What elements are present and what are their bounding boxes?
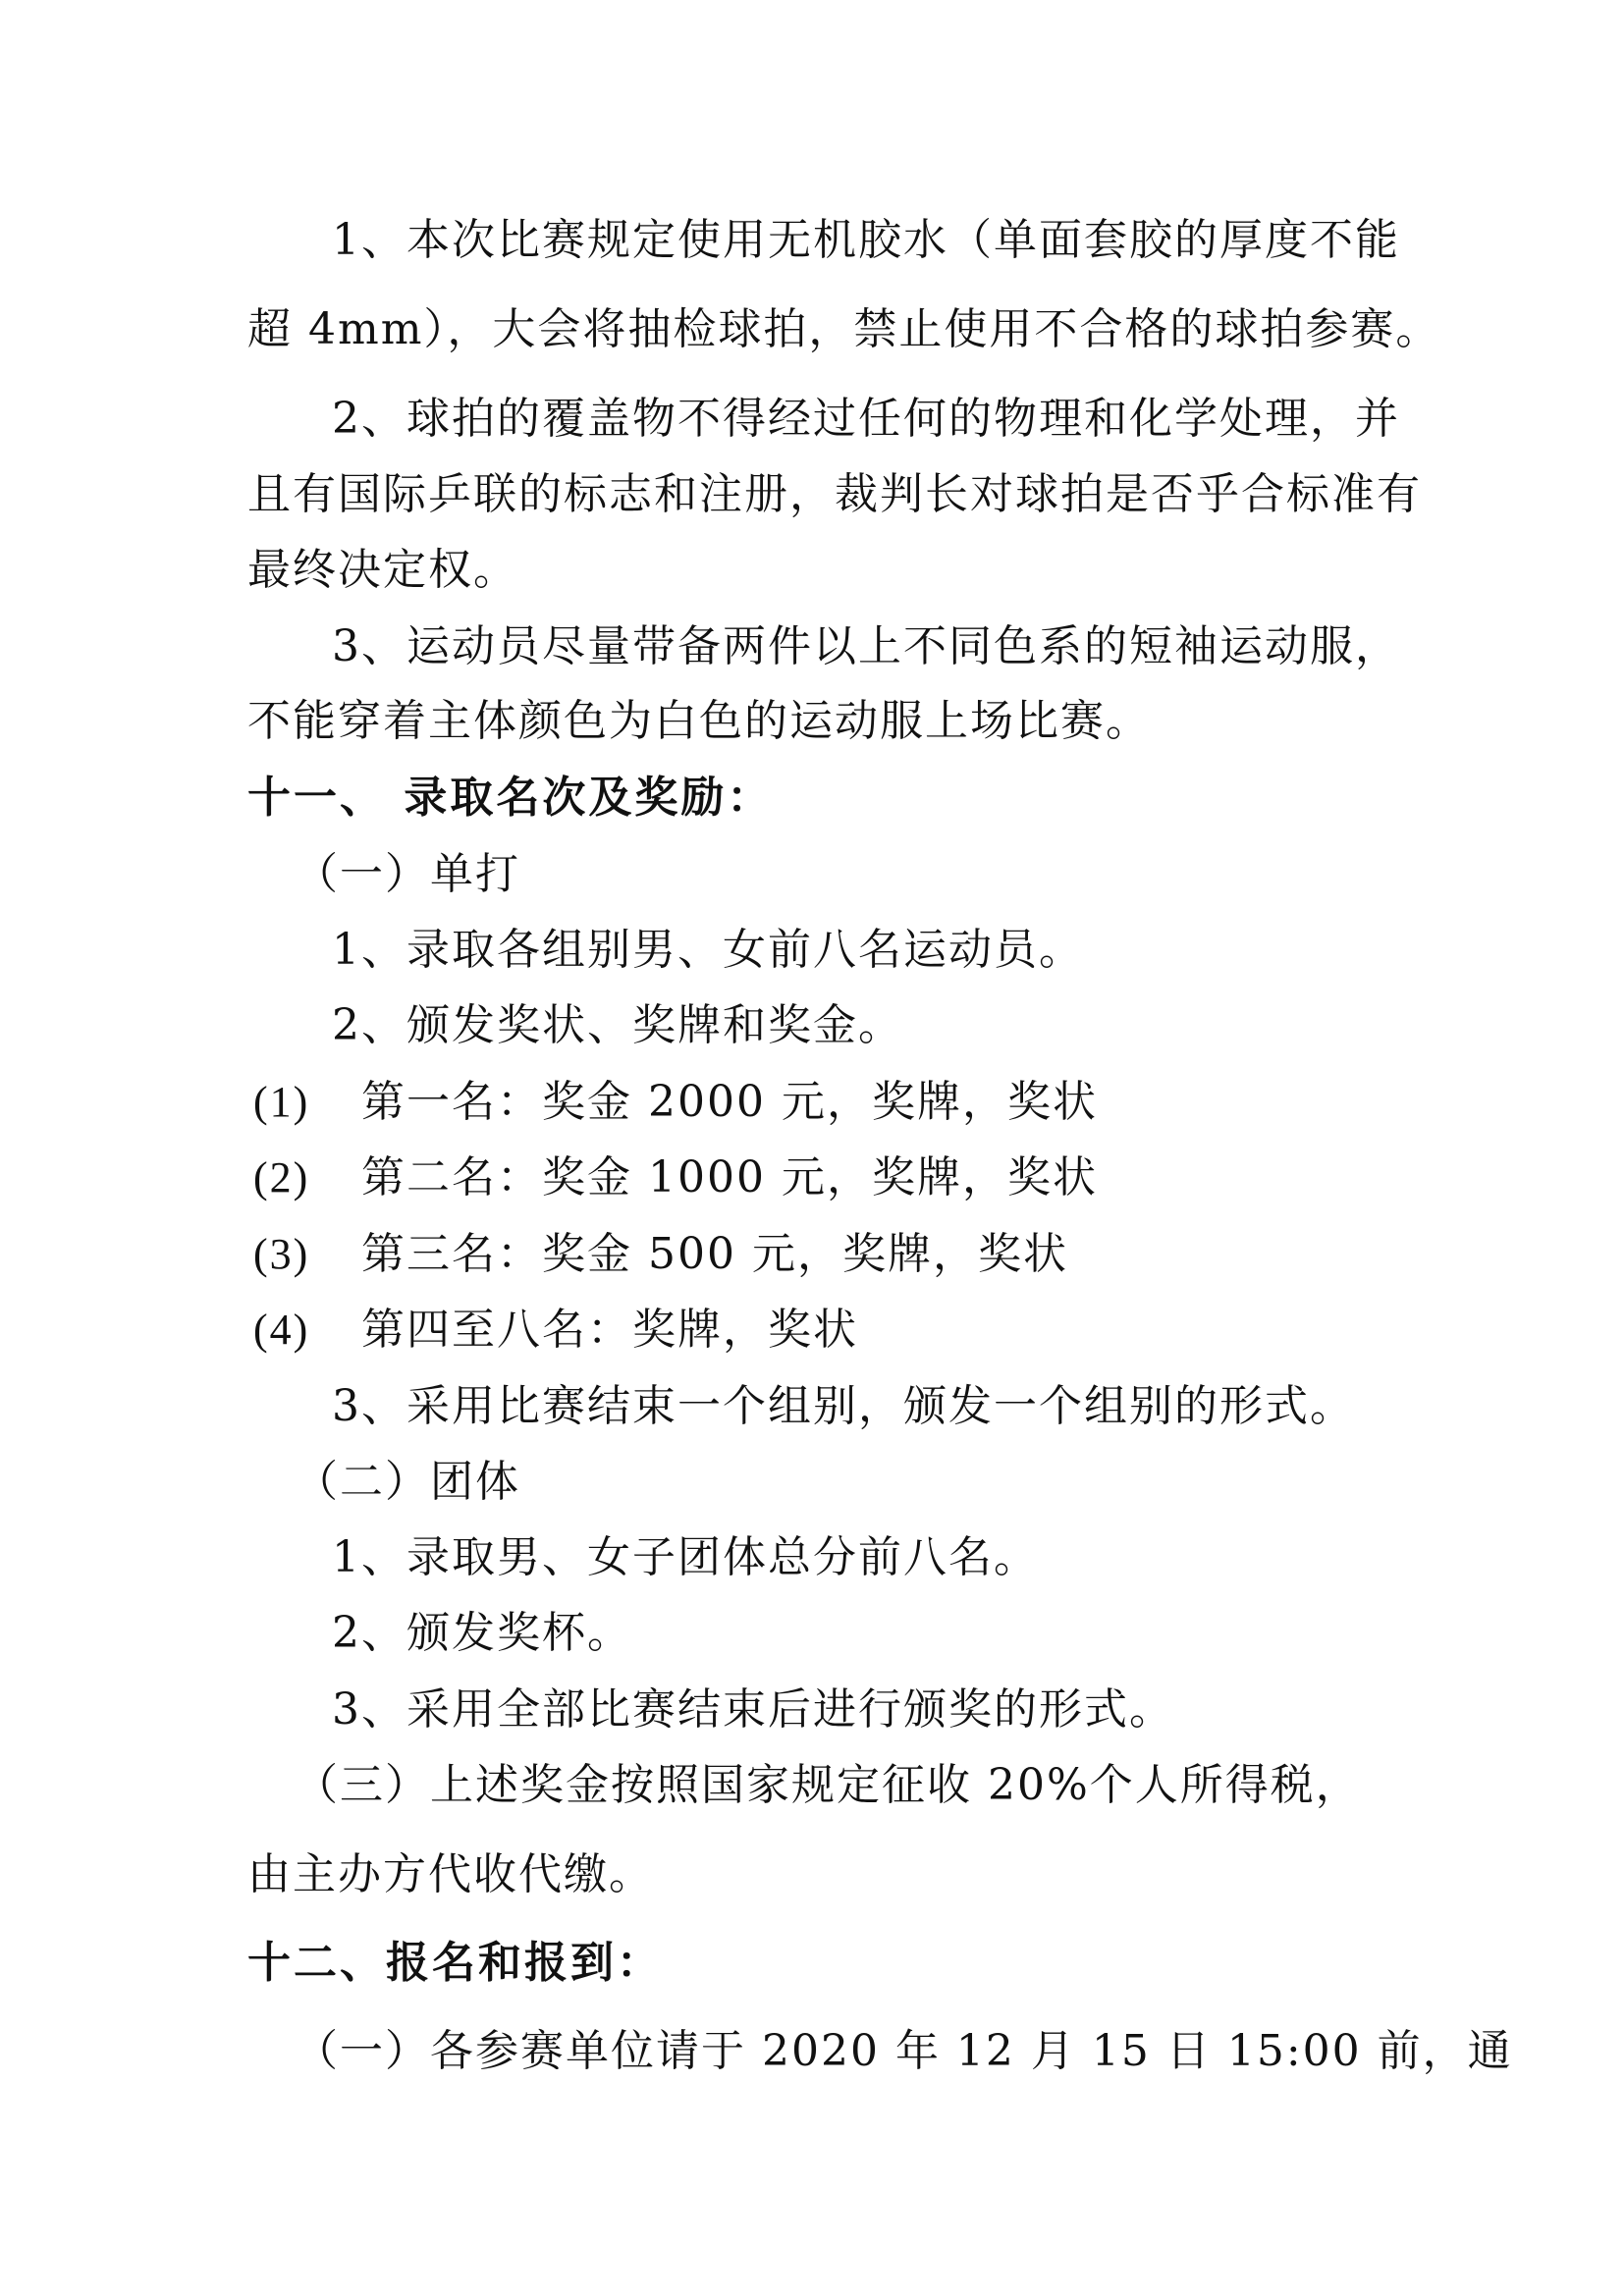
singles-title: （一）单打 [295, 849, 520, 899]
singles-item-1: 1、录取各组别男、女前八名运动员。 [332, 925, 1084, 975]
award-number: (3) [253, 1230, 310, 1278]
rule-2-line-2: 且有国际乒联的标志和注册，裁判长对球拍是否乎合标准有 [247, 469, 1422, 519]
singles-item-2: 2、颁发奖状、奖牌和奖金。 [332, 1000, 903, 1050]
registration-line-1: （一）各参赛单位请于 2020 年 12 月 15 日 15:00 前，通 [295, 2026, 1513, 2076]
rule-1-line-1: 1、本次比赛规定使用无机胶水（单面套胶的厚度不能 [332, 215, 1400, 265]
section-12-heading: 十二、报名和报到： [247, 1938, 663, 1988]
section-11-heading: 十一、 录取名次及奖励： [247, 773, 774, 823]
award-text: 第三名：奖金 500 元，奖牌，奖状 [361, 1229, 1068, 1279]
rule-2-line-1: 2、球拍的覆盖物不得经过任何的物理和化学处理，并 [332, 394, 1400, 444]
rule-3-line-2: 不能穿着主体颜色为白色的运动服上场比赛。 [247, 696, 1151, 746]
award-row-2 [253, 1148, 1098, 1207]
award-text: 第二名：奖金 1000 元，奖牌，奖状 [361, 1152, 1098, 1202]
award-number: (4) [253, 1306, 310, 1354]
award-number: (2) [253, 1153, 310, 1201]
singles-item-3: 3、采用比赛结束一个组别，颁发一个组别的形式。 [332, 1381, 1355, 1431]
award-text: 第一名：奖金 2000 元，奖牌，奖状 [361, 1077, 1098, 1127]
rule-2-line-3: 最终决定权。 [247, 545, 518, 595]
tax-line-2: 由主办方代收代缴。 [247, 1849, 654, 1899]
rule-3-line-1: 3、运动员尽量带备两件以上不同色系的短袖运动服， [332, 621, 1400, 671]
award-number: (1) [253, 1078, 310, 1126]
team-item-2: 2、颁发奖杯。 [332, 1608, 632, 1658]
tax-line-1: （三）上述奖金按照国家规定征收 20%个人所得税， [295, 1760, 1361, 1810]
team-title: （二）团体 [295, 1457, 520, 1507]
award-row-3 [253, 1225, 1068, 1284]
award-text: 第四至八名：奖牌，奖状 [361, 1305, 858, 1355]
team-item-1: 1、录取男、女子团体总分前八名。 [332, 1532, 1039, 1582]
team-item-3: 3、采用全部比赛结束后进行颁奖的形式。 [332, 1684, 1174, 1735]
award-row-1 [253, 1073, 1098, 1132]
award-row-4 [253, 1301, 858, 1360]
rule-1-line-2: 超 4mm），大会将抽检球拍，禁止使用不合格的球拍参赛。 [247, 304, 1441, 354]
